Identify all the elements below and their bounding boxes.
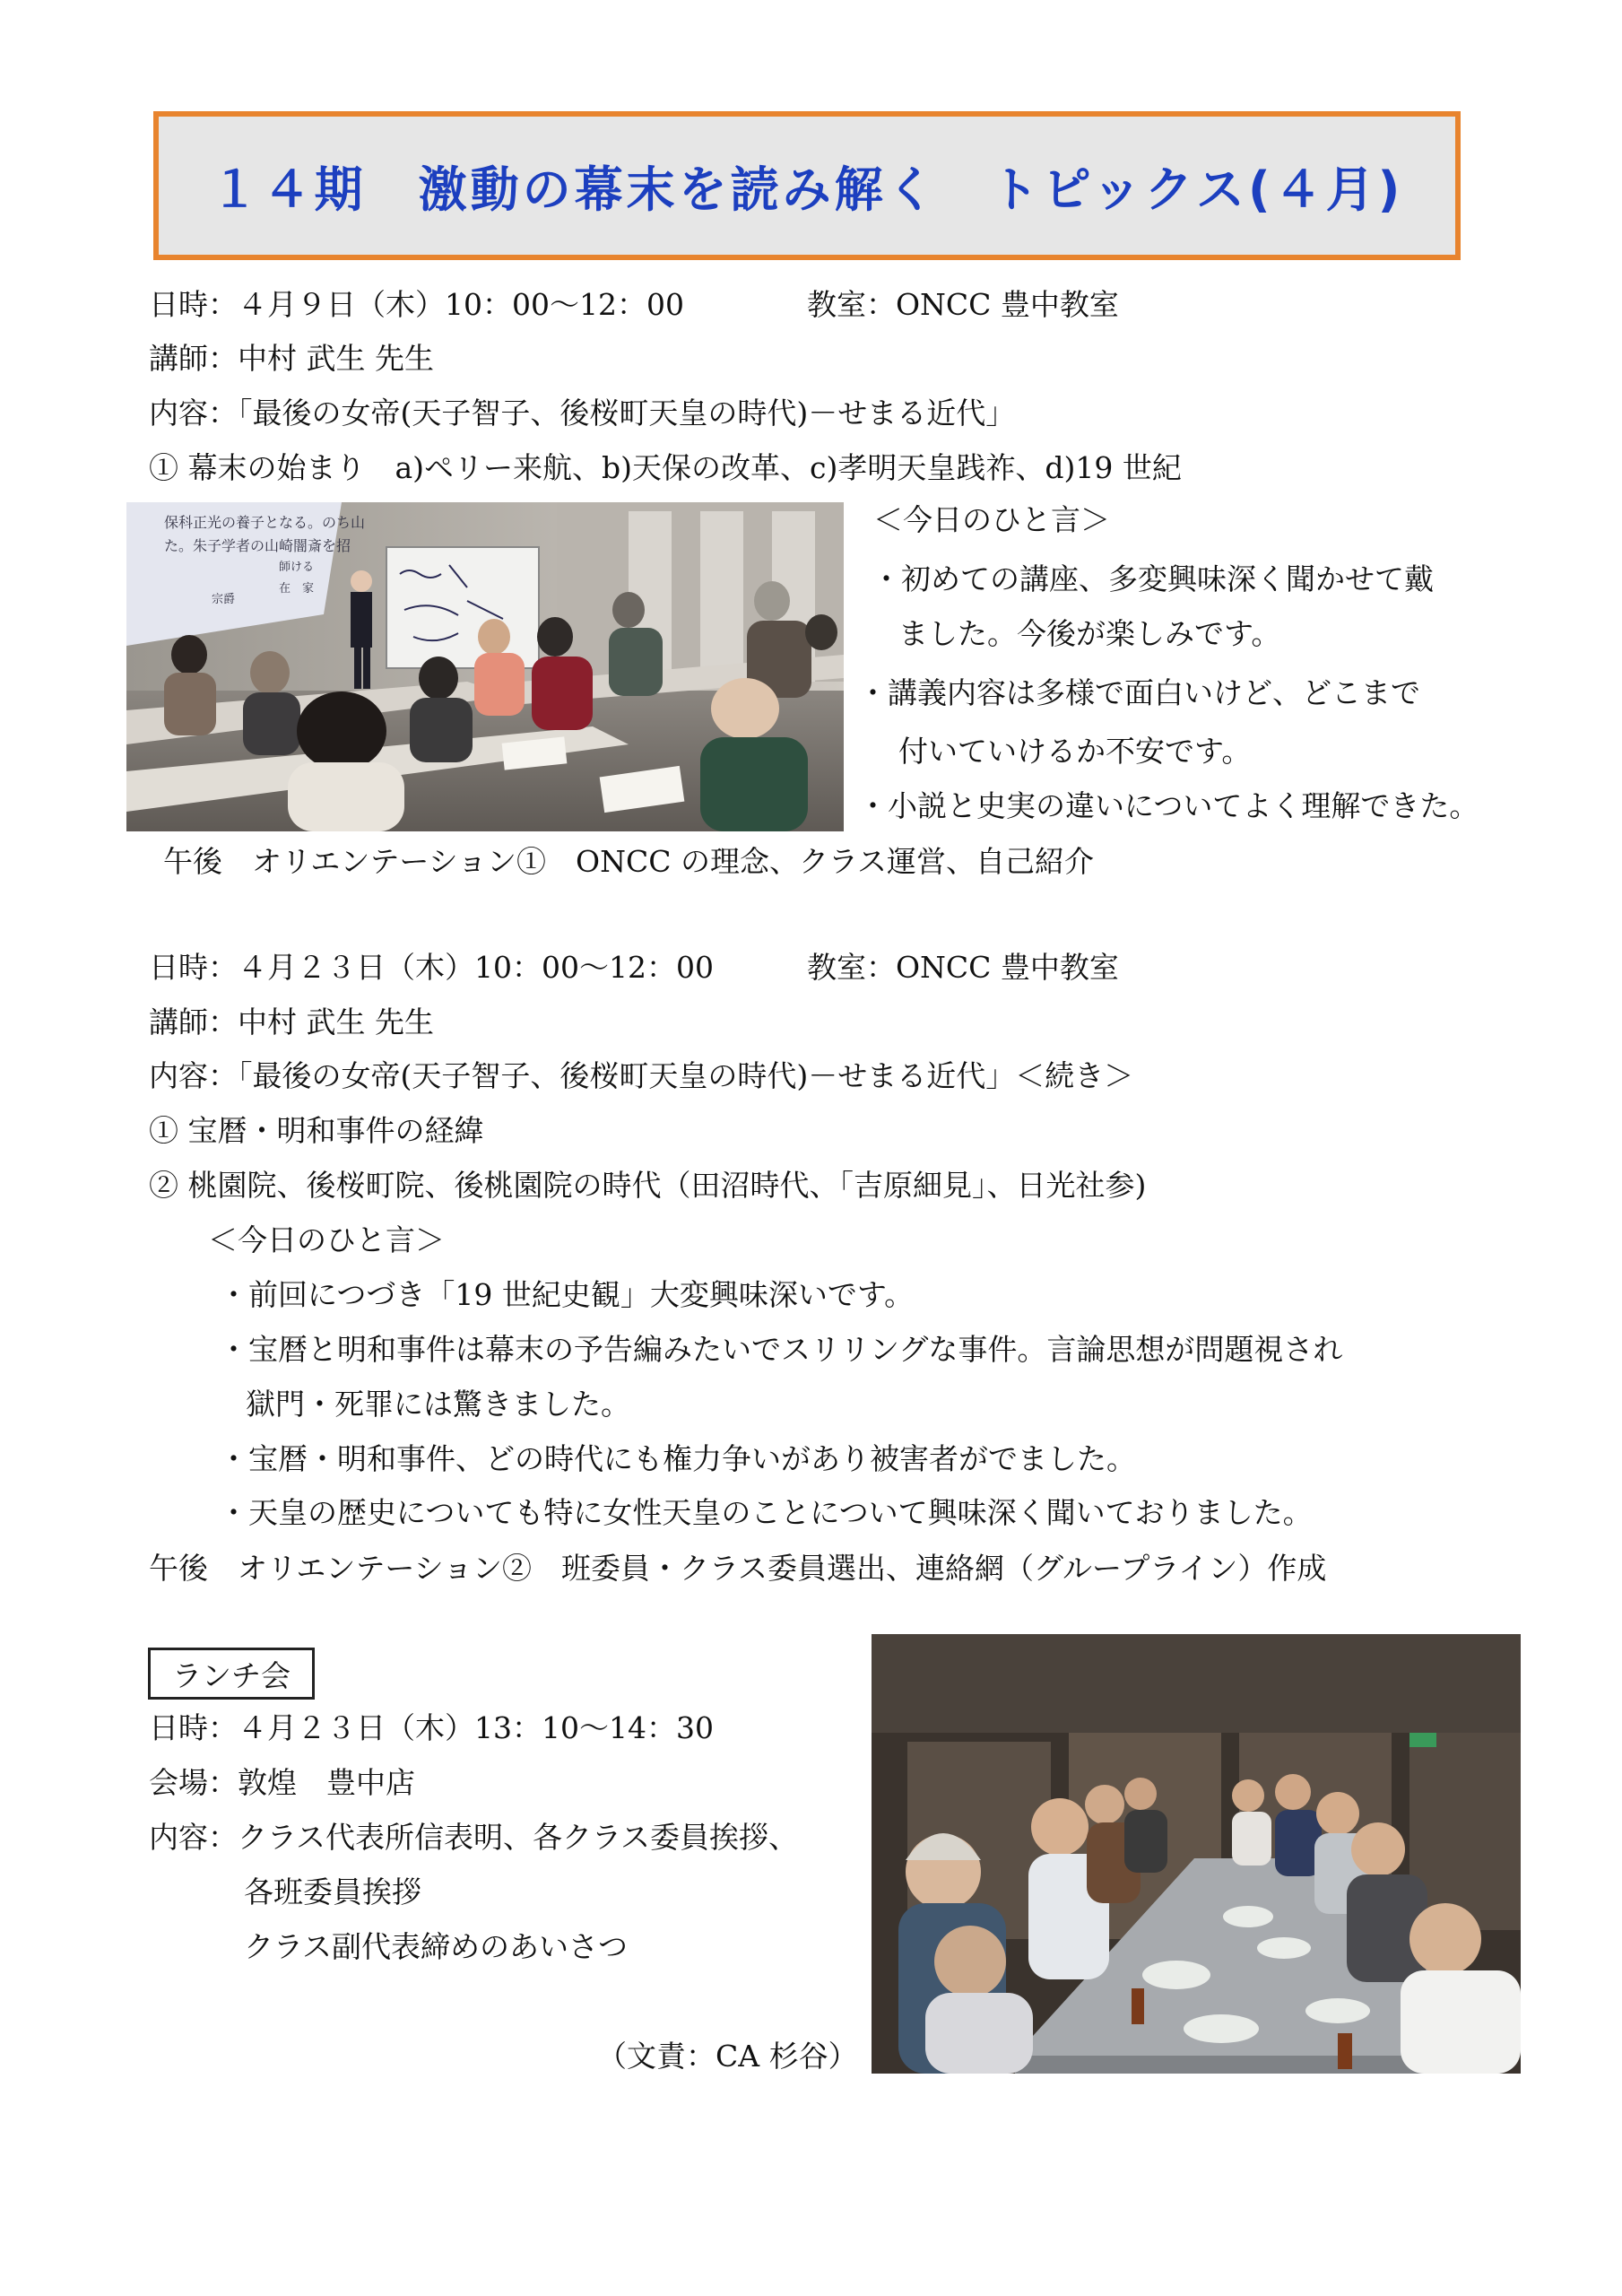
lecture-photo-image [126,502,844,831]
session2-item-1: ① 宝暦・明和事件の経緯 [149,1113,484,1148]
session2-item-2: ② 桃園院、後桜町院、後桃園院の時代（田沼時代、「吉原細見」、日光社参) [149,1168,1147,1203]
session1-comments-header: ＜今日のひと言＞ [873,502,1110,537]
session1-item-1: ① 幕末の始まり a)ペリー来航、b)天保の改革、c)孝明天皇践祚、d)19 世紀 [149,450,1182,485]
lunch-content-3: クラス副代表締めのあいさつ [244,1929,629,1964]
session1-afternoon: 午後 オリエンテーション① ONCC の理念、クラス運営、自己紹介 [163,844,1094,879]
session2-afternoon: 午後 オリエンテーション② 班委員・クラス委員選出、連絡網（グループライン）作成 [149,1551,1327,1586]
session1-datetime: 日時：４月９日（木）10：00〜12：00 [149,287,684,322]
credit: （文責：CA 杉谷） [597,2039,858,2074]
session2-comment-4: ・天皇の歴史についても特に女性天皇のことについて興味深く聞いておりました。 [219,1495,1313,1530]
lunch-venue: 会場：敦煌 豊中店 [149,1765,415,1800]
session2-lecturer: 講師：中村 武生 先生 [149,1004,434,1039]
session2-room: 教室：ONCC 豊中教室 [807,950,1119,985]
slide-line-3: 師ける [279,561,315,574]
lunch-content-1: 内容：クラス代表所信表明、各クラス委員挨拶、 [149,1820,799,1855]
session1-room: 教室：ONCC 豊中教室 [807,287,1119,322]
session1-comment-2a: ・講義内容は多様で面白いけど、どこまで [858,675,1420,710]
session2-content: 内容：「最後の女帝(天子智子、後桜町天皇の時代)－せまる近代」＜続き＞ [149,1058,1134,1093]
lunch-label: ランチ会 [172,1657,291,1693]
lunch-content-2: 各班委員挨拶 [244,1874,421,1909]
session2-comment-2a: ・宝暦と明和事件は幕末の予告編みたいでスリリングな事件。言論思想が問題視され [219,1332,1343,1367]
lunch-label-box [148,1648,315,1700]
session1-comment-3: ・小説と史実の違いについてよく理解できた。 [858,788,1479,823]
session2-comment-1: ・前回につづき「19 世紀史観」大変興味深いです。 [219,1277,915,1312]
lunch-datetime: 日時：４月２３日（木）13：10〜14：30 [149,1710,714,1745]
session1-comment-1a: ・初めての講座、多変興味深く聞かせて戴 [872,561,1434,596]
session1-comment-2b: 付いていけるか不安です。 [898,734,1252,769]
slide-line-1: 保科正光の養子となる。のち山 [164,514,366,531]
lunch-photo [872,1634,1521,2074]
session1-content: 内容：「最後の女帝(天子智子、後桜町天皇の時代)－せまる近代」 [149,396,1016,430]
slide-small: 宗爵 [212,593,236,606]
session1-lecturer: 講師：中村 武生 先生 [149,341,434,376]
slide-line-4: 在 家 [279,582,315,596]
session2-comment-2b: 獄門・死罪には驚きました。 [246,1387,630,1422]
title-banner [153,111,1461,260]
session2-datetime: 日時：４月２３日（木）10：00〜12：00 [149,950,714,985]
session1-comment-1b: ました。今後が楽しみです。 [898,616,1281,651]
session2-comment-3: ・宝暦・明和事件、どの時代にも権力争いがあり被害者がでました。 [219,1441,1136,1476]
page-title: １４期 激動の幕末を読み解く トピックス(４月) [210,161,1404,218]
lunch-photo-image [872,1634,1521,2074]
lecture-photo [126,502,844,831]
slide-line-2: た。朱子学者の山崎闇斎を招 [164,537,351,554]
session2-comments-header: ＜今日のひと言＞ [208,1222,445,1257]
